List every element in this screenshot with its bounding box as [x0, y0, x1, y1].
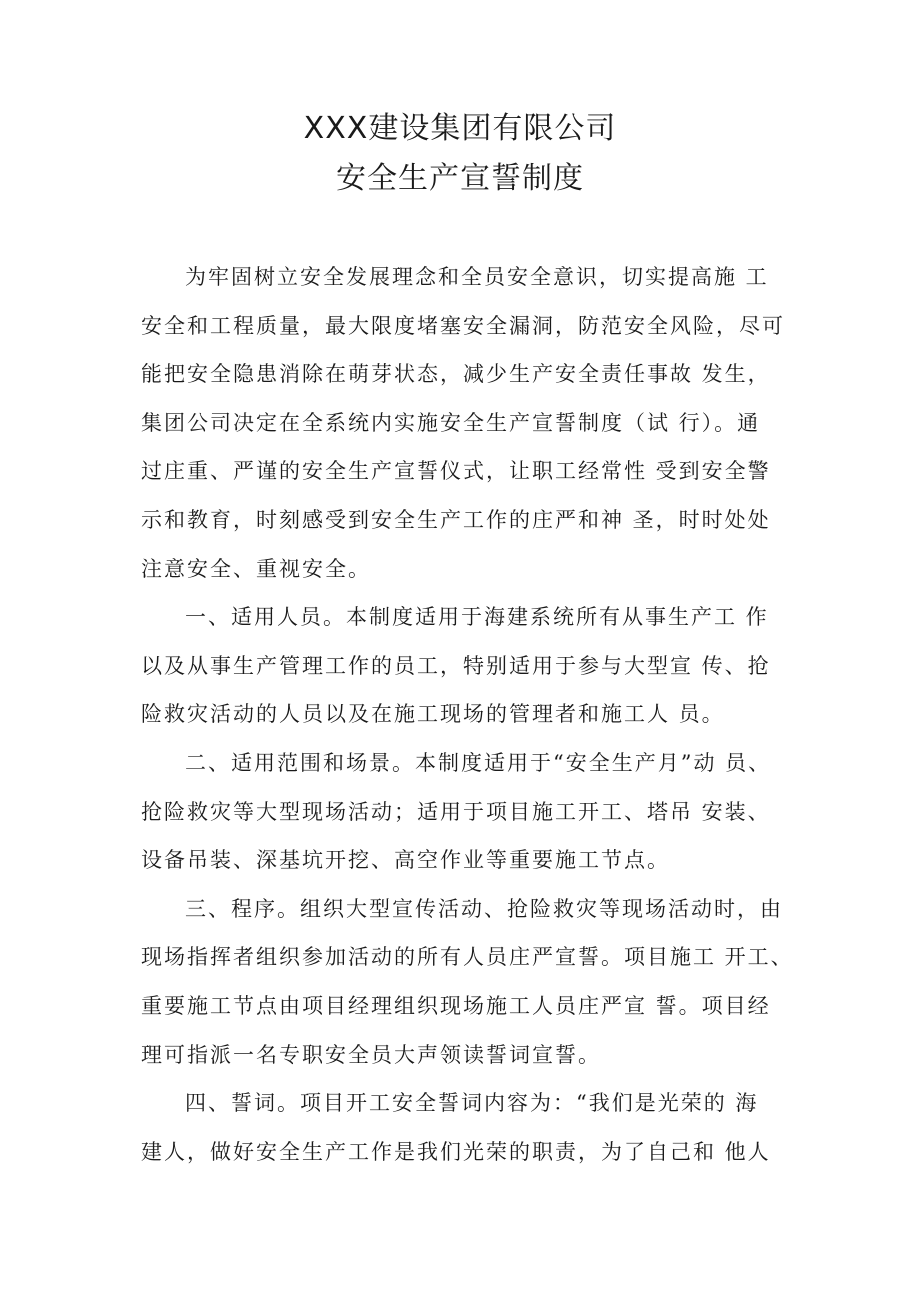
paragraph-line: 安全和工程质量，最大限度堵塞安全漏洞，防范安全风险，尽可 — [141, 313, 785, 338]
document-title: 安全生产宣誓制度 — [336, 161, 584, 196]
paragraph-line: 注意安全、重视安全。 — [141, 556, 371, 581]
paragraph-line: 现场指挥者组织参加活动的所有人员庄严宣誓。项目施工 开工、 — [141, 945, 794, 970]
paragraph-line: 为牢固树立安全发展理念和全员安全意识，切实提高施 工 — [185, 265, 769, 289]
paragraph-line: 以及从事生产管理工作的员工，特别适用于参与大型宣 传、抢 — [141, 653, 771, 678]
paragraph-line: 重要施工节点由项目经理组织现场施工人员庄严宣 誓。项目经 — [141, 993, 771, 1018]
paragraph-line: 设备吊装、深基坑开挖、高空作业等重要施工节点。 — [141, 848, 670, 873]
paragraph-line: 抢险救灾等大型现场活动；适用于项目施工开工、塔吊 安装、 — [141, 799, 771, 824]
document-body — [141, 253, 794, 1176]
paragraph-line: 理可指派一名专职安全员大声领读誓词宣誓。 — [141, 1042, 601, 1067]
paragraph-line: 险救灾活动的人员以及在施工现场的管理者和施工人 员。 — [141, 702, 725, 727]
paragraph-line: 示和教育，时刻感受到安全生产工作的庄严和神 圣，时时处处 — [141, 507, 771, 532]
paragraph-line: 二、适用范围和场景。本制度适用于“安全生产月”动 员、 — [185, 750, 772, 775]
paragraph-line: 过庄重、严谨的安全生产宣誓仪式，让职工经常性 受到安全警 — [141, 459, 771, 484]
paragraph-line: 能把安全隐患消除在萌芽状态，减少生产安全责任事故 发生， — [141, 362, 771, 387]
paragraph-line: 四、誓词。项目开工安全誓词内容为：“我们是光荣的 海 — [185, 1091, 759, 1116]
paragraph-line: 三、程序。组织大型宣传活动、抢险救灾等现场活动时，由 — [185, 896, 783, 921]
paragraph-line: 一、适用人员。本制度适用于海建系统所有从事生产工 作 — [185, 605, 769, 630]
company-name: XXX建设集团有限公司 — [303, 111, 617, 146]
paragraph-line: 集团公司决定在全系统内实施安全生产宣誓制度（试 行）。通 — [141, 410, 761, 435]
paragraph-line: 建人，做好安全生产工作是我们光荣的职责，为了自己和 他人 — [141, 1139, 771, 1164]
